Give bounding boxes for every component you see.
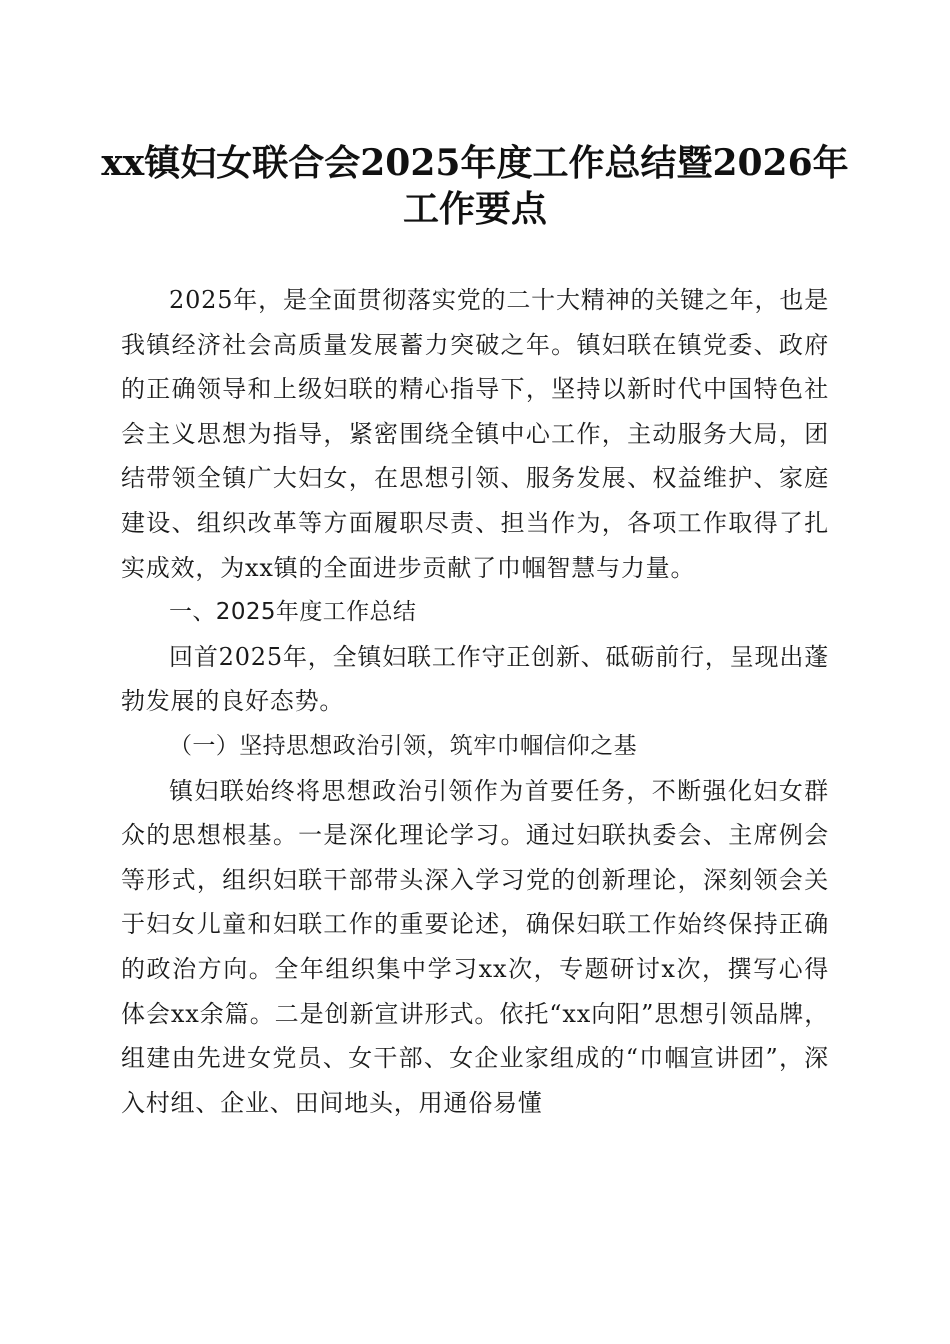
- section-intro-paragraph: 回首2025年，全镇妇联工作守正创新、砥砺前行，呈现出蓬勃发展的良好态势。: [121, 642, 829, 716]
- title-line-2: 工作要点: [402, 188, 547, 230]
- title-line-1: xx镇妇女联合会2025年度工作总结暨2026年: [101, 142, 849, 184]
- subsection-heading: （一）坚持思想政治引领，筑牢巾帼信仰之基: [169, 732, 637, 759]
- section-heading: 一、2025年度工作总结: [169, 599, 417, 626]
- document-body: [121, 278, 829, 1125]
- document-title: [100, 140, 850, 232]
- subsection-body-paragraph: 镇妇联始终将思想政治引领作为首要任务，不断强化妇女群众的思想根基。一是深化理论学习。通过妇联执委会、主席例会等形式，组织妇联干部带头深入学习党的创新理论，深刻领会关于妇女儿童和妇联工作的重要论述，确保妇联工作始终保持正确的政治方向。全年组织集中学习xx次，专题研讨x次，撰写心得体会xx余篇。二是创新宣讲形式。依托“xx向阳”思想引领品牌，组建由先进女党员、女干部、女企业家组成的“巾帼宣讲团”，深入村组、企业、田间地头，用通俗易懂: [121, 776, 829, 1117]
- intro-paragraph: 2025年，是全面贯彻落实党的二十大精神的关键之年，也是我镇经济社会高质量发展蓄力突破之年。镇妇联在镇党委、政府的正确领导和上级妇联的精心指导下，坚持以新时代中国特色社会主义思想为指导，紧密围绕全镇中心工作，主动服务大局，团结带领全镇广大妇女，在思想引领、服务发展、权益维护、家庭建设、组织改革等方面履职尽责、担当作为，各项工作取得了扎实成效，为xx镇的全面进步贡献了巾帼智慧与力量。: [121, 286, 829, 582]
